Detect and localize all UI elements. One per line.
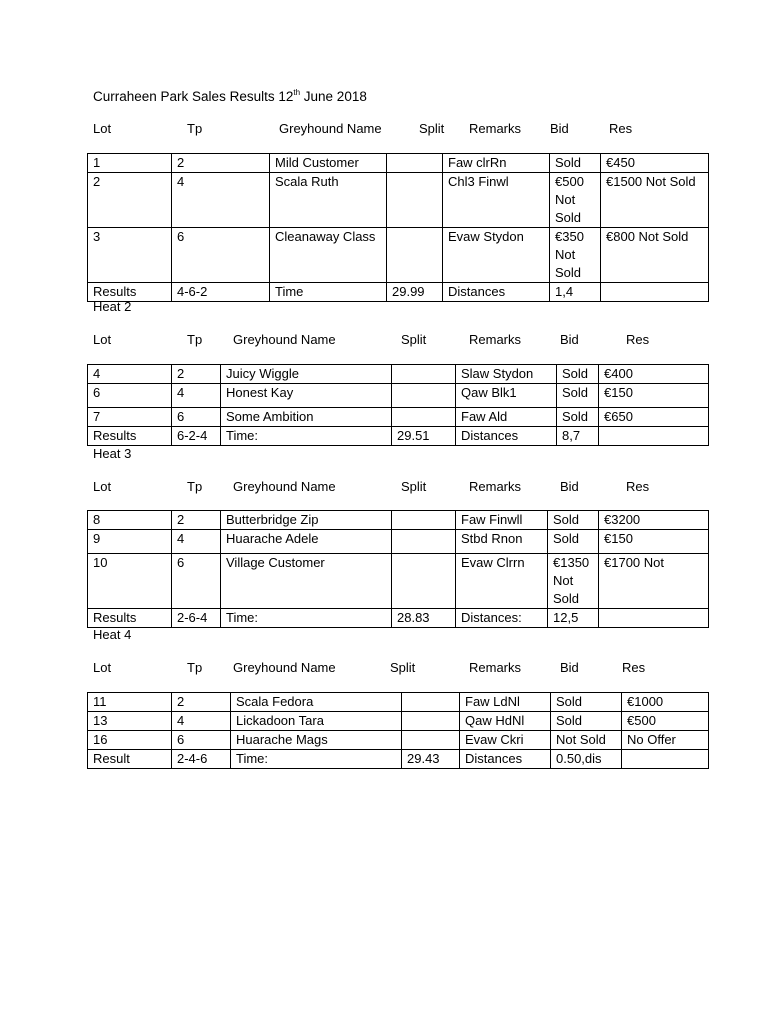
header-res: Res [626,479,650,494]
table-row [88,408,709,427]
header-split: Split [401,479,427,494]
heat3-label: Heat 3 [93,446,132,461]
result-row [88,609,709,628]
page-title [93,88,367,104]
cell-split [387,173,443,228]
cell-remarks: Qaw Blk1 [456,384,557,408]
cell-res: €1700 Not [599,554,709,609]
header-lot: Lot [93,332,112,347]
cell-remarks: Chl3 Finwl [443,173,550,228]
heat2-label: Heat 2 [93,299,132,314]
header-res: Res [622,660,646,675]
cell-bid: Sold [551,693,622,712]
title-prefix: Curraheen Park Sales Results 12 [93,89,294,104]
cell-split [402,693,460,712]
table-row [88,365,709,384]
heat4-table [87,692,709,769]
header-split: Split [401,332,427,347]
cell-res: €450 [601,154,709,173]
cell-tp: 6 [172,228,270,283]
heat1-table [87,153,709,302]
cell-split [387,228,443,283]
cell-remarks: Faw Ald [456,408,557,427]
table-row [88,554,709,609]
cell-remarks: Stbd Rnon [456,530,548,554]
header-lot: Lot [93,121,112,136]
cell-bid: Sold [548,530,599,554]
cell-lot: 6 [88,384,172,408]
cell-tp: 2 [172,693,231,712]
cell-res: No Offer [622,731,709,750]
cell-name: Huarache Mags [231,731,402,750]
result-row [88,283,709,302]
cell-split [392,530,456,554]
cell-remarks: Faw Finwll [456,511,548,530]
result-empty [599,427,709,446]
result-label: Results [88,609,172,628]
result-empty [622,750,709,769]
result-order: 2-4-6 [172,750,231,769]
cell-lot: 2 [88,173,172,228]
result-time: 29.99 [387,283,443,302]
header-split: Split [419,121,445,136]
result-distances-label: Distances [443,283,550,302]
cell-name: Scala Fedora [231,693,402,712]
result-time-label: Time: [221,609,392,628]
cell-bid: Sold [557,384,599,408]
table-row [88,173,709,228]
cell-remarks: Evaw Clrrn [456,554,548,609]
result-time-label: Time: [221,427,392,446]
cell-name: Some Ambition [221,408,392,427]
cell-name: Honest Kay [221,384,392,408]
cell-lot: 13 [88,712,172,731]
cell-tp: 2 [172,365,221,384]
cell-split [392,511,456,530]
cell-remarks: Slaw Stydon [456,365,557,384]
cell-bid: €350 Not Sold [550,228,601,283]
header-remarks: Remarks [469,479,522,494]
table-row [88,384,709,408]
header-res: Res [626,332,650,347]
header-bid: Bid [560,332,579,347]
cell-lot: 7 [88,408,172,427]
result-distances: 12,5 [548,609,599,628]
result-order: 6-2-4 [172,427,221,446]
table-row [88,511,709,530]
result-label: Results [88,427,172,446]
header-remarks: Remarks [469,660,522,675]
heat3-table [87,510,709,628]
cell-lot: 16 [88,731,172,750]
cell-lot: 9 [88,530,172,554]
header-bid: Bid [560,479,579,494]
header-remarks: Remarks [469,121,522,136]
cell-split [402,712,460,731]
cell-tp: 2 [172,154,270,173]
cell-name: Mild Customer [270,154,387,173]
cell-tp: 6 [172,408,221,427]
header-tp: Tp [187,660,203,675]
result-distances: 8,7 [557,427,599,446]
header-greyhound-name: Greyhound Name [233,332,336,347]
cell-bid: Sold [550,154,601,173]
cell-bid: Sold [548,511,599,530]
table-row [88,731,709,750]
cell-bid: Not Sold [551,731,622,750]
result-time: 29.51 [392,427,456,446]
cell-remarks: Qaw HdNl [460,712,551,731]
cell-bid: €1350 Not Sold [548,554,599,609]
cell-res: €800 Not Sold [601,228,709,283]
result-time: 29.43 [402,750,460,769]
result-time: 28.83 [392,609,456,628]
header-tp: Tp [187,479,203,494]
table-row [88,693,709,712]
cell-res: €650 [599,408,709,427]
result-distances: 0.50,dis [551,750,622,769]
cell-split [387,154,443,173]
header-remarks: Remarks [469,332,522,347]
cell-tp: 4 [172,712,231,731]
cell-tp: 4 [172,173,270,228]
cell-remarks: Faw LdNl [460,693,551,712]
result-label: Results [88,283,172,302]
title-sup: th [293,88,301,97]
cell-lot: 4 [88,365,172,384]
cell-split [392,384,456,408]
heat2-table [87,364,709,446]
title-suffix: June 2018 [300,89,367,104]
heat4-label: Heat 4 [93,627,132,642]
table-row [88,154,709,173]
cell-tp: 4 [172,384,221,408]
cell-name: Huarache Adele [221,530,392,554]
result-distances-label: Distances [456,427,557,446]
cell-name: Juicy Wiggle [221,365,392,384]
cell-remarks: Evaw Stydon [443,228,550,283]
header-split: Split [390,660,416,675]
header-res: Res [609,121,633,136]
cell-bid: Sold [551,712,622,731]
cell-name: Scala Ruth [270,173,387,228]
cell-lot: 8 [88,511,172,530]
cell-res: €150 [599,384,709,408]
cell-name: Butterbridge Zip [221,511,392,530]
header-bid: Bid [550,121,569,136]
result-time-label: Time [270,283,387,302]
cell-name: Lickadoon Tara [231,712,402,731]
cell-name: Cleanaway Class [270,228,387,283]
header-lot: Lot [93,479,112,494]
cell-tp: 4 [172,530,221,554]
result-order: 4-6-2 [172,283,270,302]
result-row [88,750,709,769]
header-greyhound-name: Greyhound Name [279,121,382,136]
cell-tp: 6 [172,731,231,750]
cell-res: €1000 [622,693,709,712]
cell-tp: 6 [172,554,221,609]
header-lot: Lot [93,660,112,675]
cell-name: Village Customer [221,554,392,609]
cell-bid: €500 Not Sold [550,173,601,228]
cell-res: €3200 [599,511,709,530]
result-empty [599,609,709,628]
table-row [88,228,709,283]
cell-lot: 1 [88,154,172,173]
cell-res: €1500 Not Sold [601,173,709,228]
header-greyhound-name: Greyhound Name [233,660,336,675]
cell-split [392,408,456,427]
table-row [88,530,709,554]
cell-split [402,731,460,750]
result-row [88,427,709,446]
cell-bid: Sold [557,365,599,384]
result-distances: 1,4 [550,283,601,302]
result-time-label: Time: [231,750,402,769]
result-distances-label: Distances [460,750,551,769]
result-distances-label: Distances: [456,609,548,628]
cell-res: €500 [622,712,709,731]
cell-res: €150 [599,530,709,554]
result-label: Result [88,750,172,769]
cell-remarks: Faw clrRn [443,154,550,173]
cell-lot: 10 [88,554,172,609]
header-bid: Bid [560,660,579,675]
cell-remarks: Evaw Ckri [460,731,551,750]
cell-split [392,554,456,609]
cell-lot: 3 [88,228,172,283]
result-empty [601,283,709,302]
result-order: 2-6-4 [172,609,221,628]
header-tp: Tp [187,121,203,136]
header-tp: Tp [187,332,203,347]
cell-split [392,365,456,384]
cell-lot: 11 [88,693,172,712]
cell-bid: Sold [557,408,599,427]
cell-tp: 2 [172,511,221,530]
header-greyhound-name: Greyhound Name [233,479,336,494]
table-row [88,712,709,731]
cell-res: €400 [599,365,709,384]
